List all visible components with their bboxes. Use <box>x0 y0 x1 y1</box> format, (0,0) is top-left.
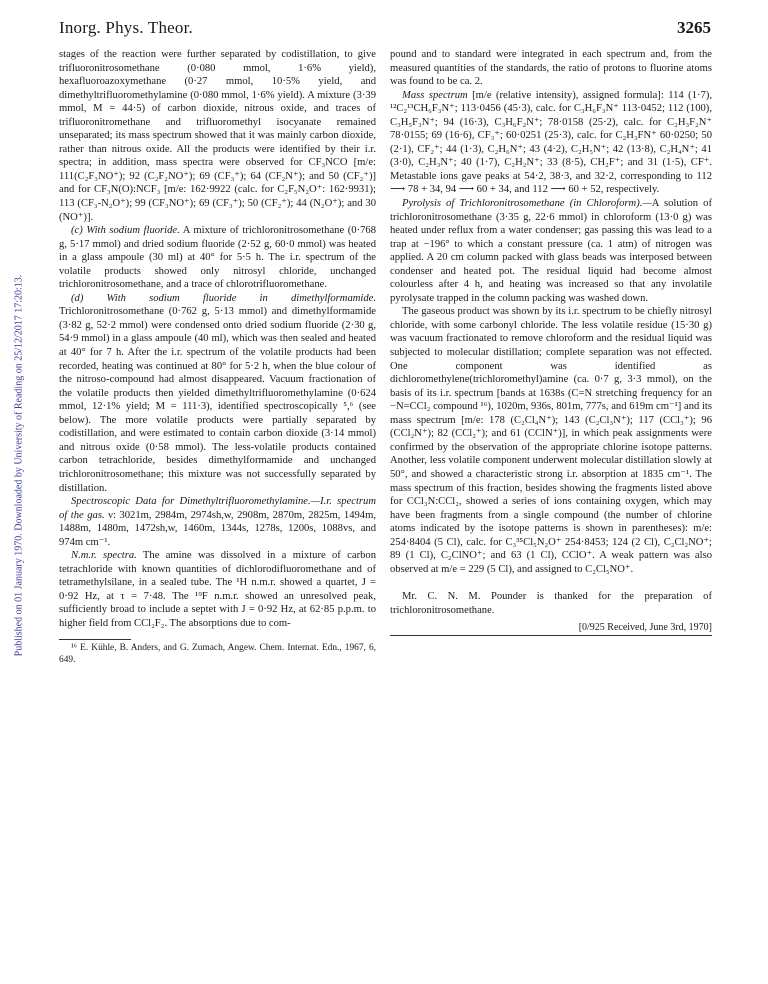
section-heading: (c) With sodium fluoride. <box>71 225 180 237</box>
paragraph-body: The amine was dissolved in a mixture of carbon tetrachloride with known quantities of dichlorodifluoromethane and of tetramethylsilane, in a sealed tube. The ¹H n.m.r. showed a quartet, J = 0·92 Hz, at τ = 7·48. The ¹⁹F n.m.r. showed an unresolved peak, sufficiently broad to include a septet with J = 0·92 Hz, at 62·85 p.p.m. to higher field from CCl₂F₂. The absorptions due to com- <box>59 550 376 629</box>
paragraph <box>59 549 376 630</box>
paragraph: The gaseous product was shown by its i.r. spectrum to be chiefly nitrosyl chloride, with some carbonyl chloride. The less volatile residue (15·30 g) was vacuum fractionated to remove chloroform and the residual liquid was subjected to molecular distillation; complete separation was not effected. One component was identified as dichloromethylene(trichloromethyl)amine (ca. 0·7 g, 3·3 mmol), on the basis of its i.r. spectrum [bands at 1638s (C=N stretching frequency for an −N=CCl₂ compound ¹⁶), 1020m, 936s, 801m, 777s, and 619m cm⁻¹] and its mass spectrum [m/e: 178 (C₂Cl₄N⁺); 143 (C₂Cl₃N⁺); 117 (CCl₃⁺); 96 (CCl₂N⁺); 82 (CCl₂⁺); and 61 (CClN⁺)], in which peak assignments were confirmed by the observation of the appropriate chlorine isotope patterns. Another, less volatile component underwent molecular distillation slowly at 50°, and showed a characteristic strong i.r. absorption at 1835 cm⁻¹. The mass spectrum of this fraction, besides showing the fragments listed above for CCl₃N:CCl₂, showed a series of ions containing oxygen, which may have been fragments from a single compound (the number of chlorine atoms indicated by the isotope patterns is shown in parentheses): m/e: 254·8404 (5 Cl), calc. for C₃³⁵Cl₅N₂O⁺ 254·8453; 124 (2 Cl), C₂Cl₂NO⁺; 89 (1 Cl), C₂ClNO⁺; and 63 (1 Cl), CClO⁺. A weak pattern was also observed at m/e = 229 (5 Cl), and assigned to C₂Cl₅NO⁺. <box>390 306 712 575</box>
paragraph: pound and to standard were integrated in each spectrum and, from the measured quantities of the standards, the ratio of protons to fluorine atoms was found to be ca. 2. <box>390 49 712 88</box>
paragraph <box>59 495 376 549</box>
section-heading: Pyrolysis of Trichloronitrosomethane (in Chloroform).— <box>402 198 652 210</box>
paragraph-body: A mixture of trichloronitrosomethane (0·768 g, 5·17 mmol) and dried sodium fluoride (2·52 g, 60·0 mmol) was heated in a glass ampoule (30 ml) at 40° for 5·5 h. The i.r. spectrum of the volatile products showed only nitrosyl chloride, unchanged trichloronitrosomethane, and a trace of chlorotrifluoromethane. <box>59 225 377 291</box>
right-column <box>390 48 712 636</box>
page-number: 3265 <box>677 18 711 37</box>
footnote: ¹⁶ E. Kühle, B. Anders, and G. Zumach, Angew. Chem. Internat. Edn., 1967, 6, 649. <box>59 642 376 665</box>
journal-title: Inorg. Phys. Theor. <box>59 18 193 37</box>
end-rule <box>390 635 712 636</box>
paragraph <box>59 224 376 292</box>
left-column <box>59 48 376 666</box>
paragraph-body: Trichloronitrosomethane (0·762 g, 5·13 mmol) and dimethylformamide (3·82 g, 52·2 mmol) were condensed onto dried sodium fluoride (2·30 g, 54·9 mmol) in a glass ampoule (40 ml), which was then sealed and heated at 40° for 7 h. After the i.r. spectrum of the volatile products had been recorded, heating was continued at 80° for 5·2 h, when the blue colour of the nitroso-compound had almost disappeared. Vacuum fractionation of the volatile products then yielded dimethyltrifluoromethylamine (0·624 mmol, 12·1% yield; M = 111·3), identified spectroscopically ⁵,⁶ (see below). The more volatile products were partially separated by codistillation, and were estimated to contain carbon dioxide (3·14 mmol) and nitrous oxide (0·58 mmol). The less-volatile products contained carbon tetrachloride, besides dimethylformamide and unchanged trichloronitrosomethane; this mixture was not successfully separated by distillation. <box>59 306 376 494</box>
section-heading: Mass spectrum <box>402 89 468 101</box>
paragraph-body: A solution of trichloronitrosomethane (3·35 g, 22·6 mmol) in chloroform (13·0 g) was heated under reflux from a water condenser; gas passing this was lead to a trap at −196° to which a constant pressure (ca. 1 atm) of nitrogen was applied. A 20 cm column packed with glass beads was interposed between condenser and heated pot. The residual liquid had become almost colourless after 4 h, and heating was increased so that any involatile pyrolysate trapped in the column packing was washed down. <box>390 198 713 304</box>
acknowledgement: Mr. C. N. M. Pounder is thanked for the preparation of trichloronitrosomethane. <box>390 591 712 616</box>
paragraph <box>59 292 376 495</box>
download-notice <box>9 150 23 790</box>
paragraph <box>390 89 712 197</box>
section-heading: (d) With sodium fluoride in dimethylformamide. <box>71 292 376 304</box>
paragraph <box>390 197 712 305</box>
running-head <box>59 18 711 42</box>
paragraph: stages of the reaction were further separated by codistillation, to give trifluoronitrosomethane (0·080 mmol, 1·6% yield), hexafluoroazoxymethane (0·27 mmol, 10·5% yield, and dimethyltrifluoromethylamine (0·080 mmol, 1·6% yield). A mixture (3·39 mmol, M = 44·5) of carbon dioxide, nitrous oxide, and traces of trifluoronitromethane and trifluoromethyl isocyanate remained unseparated; its mass spectrum showed that it was mainly carbon dioxide, rather than nitrous oxide. All the products were identified by their i.r. spectra; in addition, mass spectra were observed for CF₃NCO [m/e: 111(C₂F₃NO⁺); 92 (C₂F₂NO⁺); 69 (CF₃⁺); 64 (CF₂N⁺); and 50 (CF₂⁺)] and for CF₃N(O):NCF₃ [m/e: 162·9922 (calc. for C₂F₅N₂O⁺: 162·9931); 113 (CF₃-N₂O⁺); 99 (CF₃NO⁺); 69 (CF₃⁺); 50 (CF₂⁺); 44 (N₂O⁺); and 30 (NO⁺)]. <box>59 49 376 223</box>
section-heading: Spectroscopic Data for Dimethyltrifluoromethylamine.—I.r. spectrum of the gas. <box>59 496 376 521</box>
download-notice-text[interactable]: Published on 01 January 1970. Downloaded by University of Reading on 25/12/2017 17:20:13. <box>13 274 25 657</box>
paragraph-body: ν: 3021m, 2984m, 2974sh,w, 2908m, 2870m, 2825m, 1494m, 1488m, 1480m, 1472sh,w, 1460m, 1344s, 1278s, 1200s, 1088vs, and 974m cm⁻¹. <box>59 509 376 548</box>
footnote-divider <box>59 639 131 640</box>
section-heading: N.m.r. spectra. <box>71 550 137 562</box>
received-line: [0/925 Received, June 3rd, 1970] <box>578 622 712 634</box>
paragraph-body: [m/e (relative intensity), assigned formula]: 114 (1·7), ¹²C₂¹³CH₆F₃N⁺; 113·0456 (45·3), calc. for C₃H₆F₃N⁺ 113·0452; 112 (100), C₃H₅F₃N⁺; 94 (16·3), C₃H₆F₂N⁺; 78·0158 (25·2), calc. for C₂H₃F₂N⁺ 78·0155; 69 (16·6), CF₃⁺; 60·0251 (25·3), calc. for C₂H₃FN⁺ 60·0250; 50 (2·1), CF₂⁺; 44 (1·3), C₂H₆N⁺; 43 (4·2), C₂H₅N⁺; 42 (13·8), C₂H₄N⁺; 41 (3·0), C₂H₃N⁺; 40 (1·7), C₂H₂N⁺; 33 (8·5), CH₂F⁺; and 31 (1·5), CF⁺. Metastable ions gave peaks at 54·2, 38·3, and 32·2, corresponding to 112 ⟶ 78 + 34, 94 ⟶ 60 + 34, and 112 ⟶ 60 + 52, respectively. <box>390 89 712 196</box>
